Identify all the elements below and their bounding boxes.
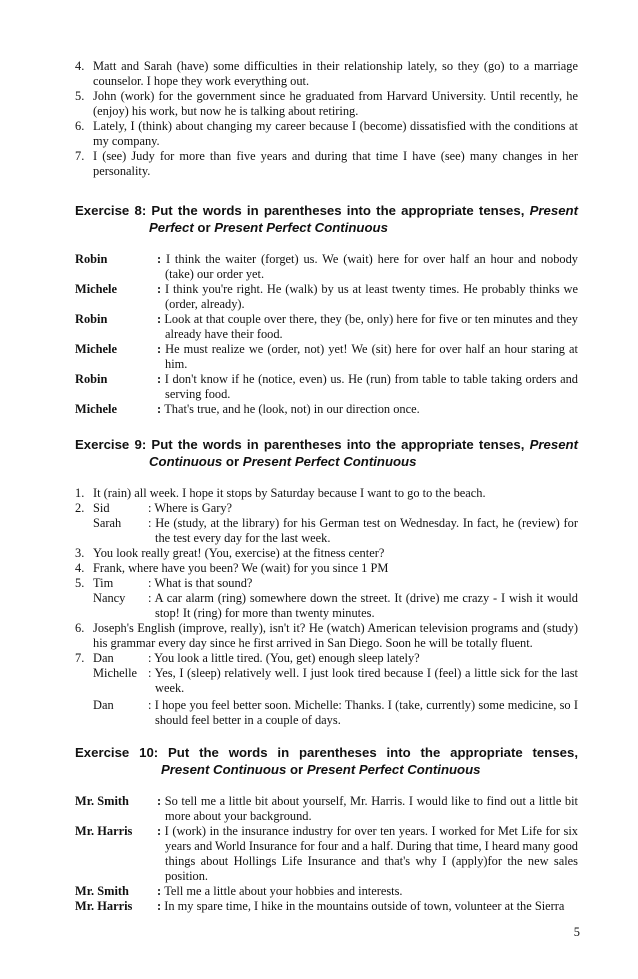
dialog-line: Mr. Smith : Tell me a little about your hobbies and interests. [75,884,403,898]
page-number: 5 [573,925,580,939]
dialog-line: Dan : I hope you feel better soon. Michelle: Thanks. I (take, currently) some medicine, so I should feel better in a couple of days. [93,698,578,727]
dialog-line: Mr. Harris : I (work) in the insurance industry for over ten years. I worked for Met Life for six years and World Insurance for four and a half. During that time, I heard many good things about Hollings Life Insurance and that's why I (apply)for the new sales position. [75,824,578,883]
list-item: 6. Lately, I (think) about changing my career because I (become) dissatisfied with the conditions at my company. [75,119,578,148]
list-item: 5. Tim : What is that sound? [75,576,253,590]
list-item: 2. Sid : Where is Gary? [75,501,233,515]
exercise-8-dialog [75,252,578,417]
list-item: 4. Frank, where have you been? We (wait) for you since 1 PM [75,561,389,575]
dialog-line: Mr. Harris : In my spare time, I hike in the mountains outside of town, volunteer at the Sierra [75,899,565,913]
dialog-line: Michele : That's true, and he (look, not) in our direction once. [75,402,420,416]
exercise-9-list [75,486,578,728]
dialog-line: Mr. Smith : So tell me a little bit about yourself, Mr. Harris. I would like to find out a little bit more about your background. [75,794,578,823]
dialog-line: Michele : He must realize we (order, not) yet! We (sit) here for over half an hour staring at him. [75,342,578,371]
list-item: 6. Joseph's English (improve, really), isn't it? He (watch) American television programs and (study) his grammar every day since he first arrived in San Diego. Soon he will be totally fluent. [75,621,578,650]
exercise-10-dialog [75,794,578,914]
list-item: 5. John (work) for the government since he graduated from Harvard University. Until recently, he (enjoy) his work, but now he is talking about retiring. [75,89,578,118]
list-item: 7. Dan : You look a little tired. (You, get) enough sleep lately? [75,651,420,665]
dialog-line: Robin : I don't know if he (notice, even) us. He (run) from table to table taking orders and serving food. [75,372,578,401]
list-item: 7. I (see) Judy for more than five years and during that time I have (see) many changes in her personality. [75,149,578,178]
exercise-9-heading: Exercise 9: Put the words in parentheses into the appropriate tenses, Present Continuous or Present Perfect Continuous [75,437,578,469]
dialog-line: Nancy : A car alarm (ring) somewhere down the street. It (drive) me crazy - I wish it would stop! It (ring) for more than twenty minutes. [93,591,578,620]
dialog-line: Michele : I think you're right. He (walk) by us at least twenty times. He probably thinks we (order, already). [75,282,578,311]
dialog-line: Robin : I think the waiter (forget) us. We (wait) here for over half an hour and nobody (take) our order yet. [75,252,578,281]
exercise-7-continued-list [75,59,578,179]
dialog-line: Sarah : He (study, at the library) for his German test on Wednesday. In fact, he (review) for the test every day for the last week. [93,516,578,545]
list-item: 4. Matt and Sarah (have) some difficulties in their relationship lately, so they (go) to a marriage counselor. I hope they work everything out. [75,59,578,88]
dialog-line: Michelle : Yes, I (sleep) relatively well. I just look tired because I (feel) a little sick for the last week. [93,666,578,695]
exercise-10-heading: Exercise 10: Put the words in parentheses into the appropriate tenses, Present Continuous or Present Perfect Continuous [75,745,578,777]
list-item: 3. You look really great! (You, exercise) at the fitness center? [75,546,385,560]
dialog-line: Robin : Look at that couple over there, they (be, only) here for five or ten minutes and they already have their food. [75,312,578,341]
exercise-8-heading: Exercise 8: Put the words in parentheses into the appropriate tenses, Present Perfect or Present Perfect Continuous [75,203,578,235]
list-item: 1. It (rain) all week. I hope it stops by Saturday because I want to go to the beach. [75,486,486,500]
